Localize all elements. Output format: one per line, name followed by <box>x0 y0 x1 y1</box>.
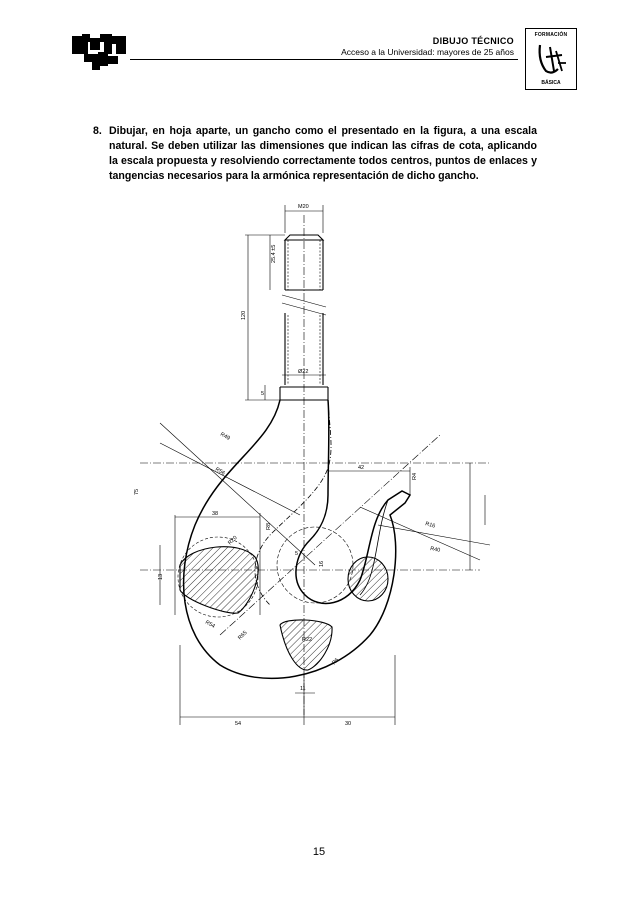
label-r16: R16 <box>424 521 436 530</box>
question-number: 8. <box>93 125 102 137</box>
label-38: 38 <box>212 511 219 517</box>
label-collar-5: 5 <box>261 391 265 397</box>
question-text: Dibujar, en hoja aparte, un gancho como el presentado en la figura, a una escala natural. Se deben utilizar las dimensiones que indican las cifras de cota, aplicando la escala propuesta y resolviendo correctamente todos centros, puntos de enlaces y tangencias necesarios para la armónica representación de dicho gancho. <box>109 125 537 182</box>
label-r22: R22 <box>302 637 313 643</box>
header-title: DIBUJO TÉCNICO <box>432 36 514 46</box>
label-13: 13 <box>158 573 164 580</box>
page-number: 15 <box>312 846 326 858</box>
university-logo <box>70 32 130 72</box>
label-m20: M20 <box>298 204 309 210</box>
badge-top-text: FORMACIÓN <box>534 32 568 38</box>
label-30: 30 <box>345 721 352 727</box>
label-r65: R65 <box>237 630 249 642</box>
label-75: 75 <box>134 488 140 495</box>
label-r49: R49 <box>219 431 231 442</box>
header-rule <box>130 59 518 60</box>
label-r8: R8 <box>266 522 272 530</box>
label-r56: R56 <box>214 466 226 477</box>
badge-bottom-text: BÁSICA <box>541 80 561 86</box>
label-thread-length: 25.4 ±5 <box>271 244 277 263</box>
question-block <box>93 124 537 184</box>
hook-technical-drawing <box>120 195 510 740</box>
label-16: 16 <box>319 560 325 567</box>
label-r6: R6 <box>331 657 341 667</box>
label-5: 5 <box>295 551 299 557</box>
label-11: 11 <box>300 686 306 692</box>
header-subtitle: Acceso a la Universidad: mayores de 25 años <box>341 47 514 57</box>
label-42: 42 <box>358 465 365 471</box>
label-54: 54 <box>235 721 242 727</box>
label-r20: R20 <box>227 535 239 547</box>
formacion-basica-badge <box>525 28 577 90</box>
label-d22: Ø22 <box>298 369 309 375</box>
badge-emblem-icon <box>532 41 570 77</box>
label-r40: R40 <box>429 546 441 554</box>
label-120: 120 <box>241 310 247 320</box>
label-r4: R4 <box>412 472 418 480</box>
label-r54: R54 <box>204 619 216 630</box>
